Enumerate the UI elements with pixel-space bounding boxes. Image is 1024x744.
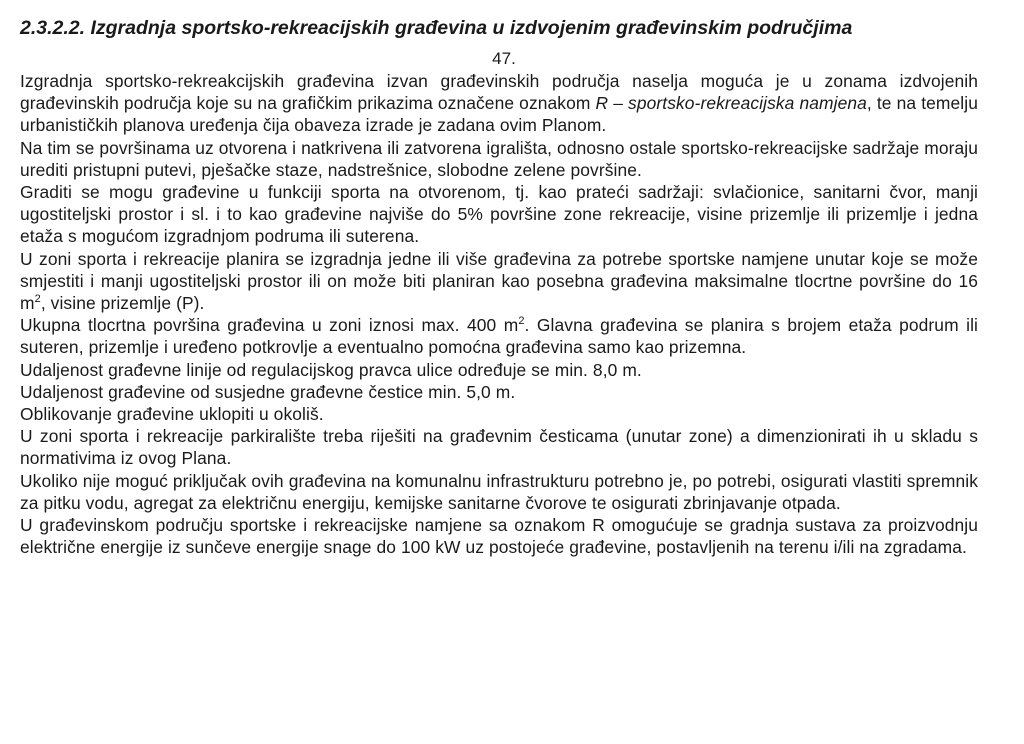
section-heading: 2.3.2.2. Izgradnja sportsko-rekreacijskih građevina u izdvojenim građevinskim područjima	[20, 17, 853, 39]
paragraph-5-text-a: Ukupna tlocrtna površina građevina u zoni iznosi max. 400 m	[20, 315, 519, 336]
paragraph-5	[20, 314, 978, 358]
paragraph-1-text-a: Izgradnja sportsko-rekreakcijskih građevina izvan građevinskih područja naselja moguća je u zonama izdvojenih građevinskih područja koje su na grafičkim prikazima označene oznakom	[20, 71, 978, 114]
paragraph-10: Ukoliko nije moguć priključak ovih građevina na komunalnu infrastrukturu potrebno je, po potrebi, osigurati vlastiti spremnik za pitku vodu, agregat za električnu energiju, kemijske sanitarne čvorove te osigurati zbrinjavanje otpada.	[20, 470, 978, 513]
paragraph-1-italic-term: R – sportsko-rekreacijska namjena	[595, 93, 867, 114]
paragraph-3: Graditi se mogu građevine u funkciji sporta na otvorenom, tj. kao prateći sadržaji: svlačionice, sanitarni čvor, manji ugostiteljski prostor i sl. i to kao građevine najviše do 5% površine zone rekreacije, visine prizemlje ili prizemlje i jedna etaža s mogućom izgradnjom podruma ili suterena.	[20, 182, 978, 247]
paragraph-8: Oblikovanje građevine uklopiti u okoliš.	[20, 404, 324, 425]
paragraph-11: U građevinskom području sportske i rekreacijske namjene sa oznakom R omogućuje se gradnja sustava za proizvodnju električne energije iz sunčeve energije snage do 100 kW uz postojeće građevine, postavljenih na terenu i/ili na zgradama.	[20, 515, 978, 558]
paragraph-1	[20, 70, 978, 137]
article-number: 47.	[492, 49, 516, 68]
paragraph-6: Udaljenost građevne linije od regulacijskog pravca ulice određuje se min. 8,0 m.	[20, 359, 642, 380]
paragraph-1-text-c: , te na temelju urbanističkih planova uređenja čija obaveza izrade je zadana ovim Planom.	[20, 93, 978, 136]
paragraph-9: U zoni sporta i rekreacije parkiralište treba riješiti na građevnim česticama (unutar zone) a dimenzionirati ih u skladu s normativima iz ovog Plana.	[20, 426, 978, 469]
paragraph-4-text-b: , visine prizemlje (P).	[40, 293, 205, 314]
paragraph-5-superscript: 2	[518, 315, 525, 328]
paragraph-7: Udaljenost građevine od susjedne građevne čestice min. 5,0 m.	[20, 381, 516, 402]
paragraph-2: Na tim se površinama uz otvorena i natkrivena ili zatvorena igrališta, odnosno ostale sportsko-rekreacijske sadržaje moraju urediti pristupni putevi, pješačke staze, nadstrešnice, slobodne zelene površine.	[20, 137, 978, 180]
paragraph-4-text-a: U zoni sporta i rekreacije planira se izgradnja jedne ili više građevina za potrebe sportske namjene unutar koje se može smjestiti i manji ugostiteljski prostor ili on može biti planiran kao posebna građevina maksimalne tlocrtne površine do 16 m	[20, 248, 978, 314]
paragraph-4-superscript: 2	[34, 293, 41, 306]
paragraph-4	[20, 248, 978, 315]
paragraph-5-text-b: . Glavna građevina se planira s brojem etaža podrum ili suteren, prizemlje i uređeno potkrovlje a eventualno pomoćna građevina samo kao prizemna.	[20, 315, 978, 358]
